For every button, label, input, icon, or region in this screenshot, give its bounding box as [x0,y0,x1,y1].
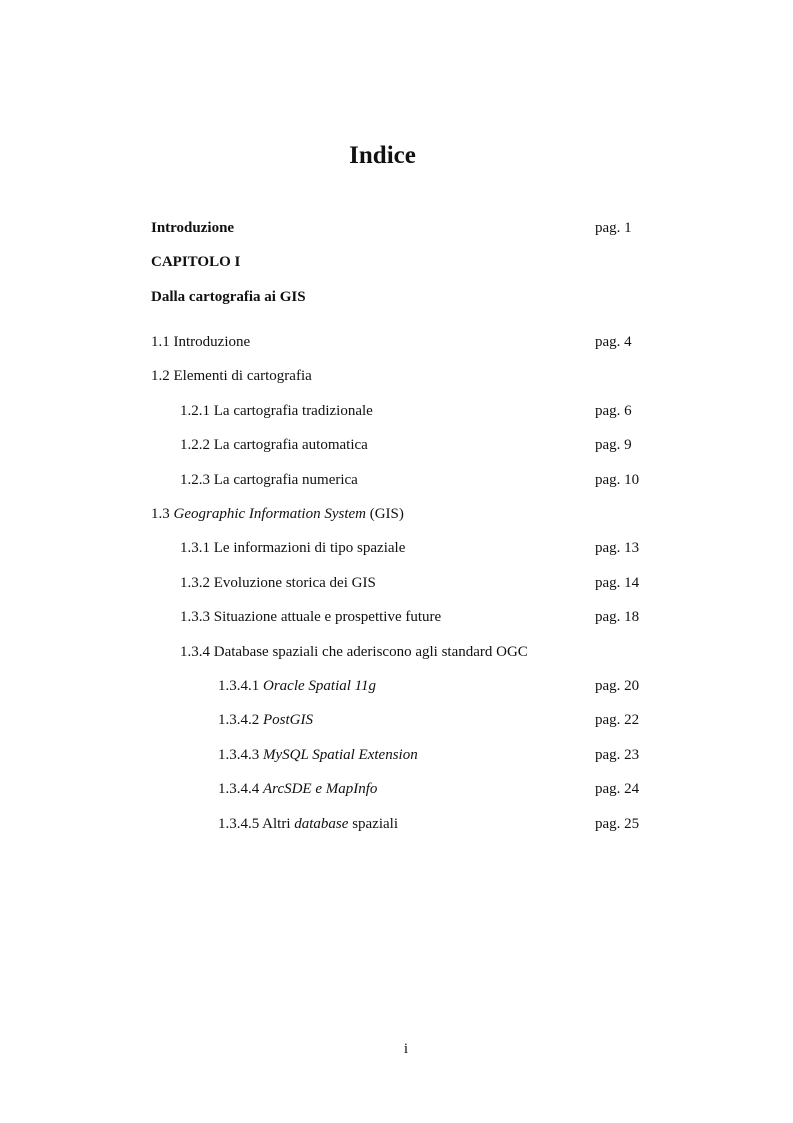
toc-entry-page: pag. 20 [595,678,640,694]
toc-entry-page: pag. 24 [595,781,640,797]
toc-entry-page: pag. 23 [595,747,640,763]
toc-entry-label [218,676,376,696]
toc-entry-label: 1.3.4 Database spaziali che aderiscono agli standard OGC [180,644,528,660]
toc-entry-1-2-3 [0,470,793,490]
toc-entry-page: pag. 1 [595,220,632,236]
toc-entry-label [218,814,398,834]
toc-entry-prefix: 1.3 [151,506,174,522]
toc-entry-page: pag. 25 [595,816,640,832]
toc-entry-prefix: 1.3.4.4 [218,781,263,797]
toc-entry-label [151,504,404,524]
toc-entry-label: Dalla cartografia ai GIS [151,289,306,305]
toc-entry-page: pag. 14 [595,575,640,591]
toc-entry-suffix: (GIS) [365,506,404,522]
toc-entry-1-3-4-4 [0,779,793,799]
toc-entry-1-2-2 [0,435,793,455]
toc-entry-1-2 [0,366,793,386]
toc-entry-label [218,710,313,730]
toc-entry-page: pag. 9 [595,437,632,453]
toc-entry-label: CAPITOLO I [151,254,241,270]
toc-entry-italic: database [294,816,349,832]
toc-entry-label: 1.2.3 La cartografia numerica [180,472,358,488]
toc-entry-prefix: 1.3.4.2 [218,712,263,728]
toc-entry-1-3-4-5 [0,814,793,834]
toc-entry-1-3-2 [0,573,793,593]
page-title: Indice [349,142,416,169]
toc-entry-page: pag. 18 [595,609,640,625]
toc-entry-label [218,779,377,799]
toc-entry-1-3-4 [0,642,793,662]
toc-entry-italic: ArcSDE e MapInfo [263,781,378,797]
toc-entry-1-3-3 [0,607,793,627]
toc-entry-label: 1.1 Introduzione [151,334,251,350]
toc-entry-label [218,745,418,765]
toc-entry-1-3-4-1 [0,676,793,696]
toc-entry-1-3-1 [0,538,793,558]
toc-entry-label: 1.2.1 La cartografia tradizionale [180,403,373,419]
toc-entry-page: pag. 13 [595,540,640,556]
toc-entry-prefix: 1.3.4.3 [218,747,263,763]
toc-entry-italic: MySQL Spatial Extension [263,747,418,763]
toc-entry-prefix: 1.3.4.5 Altri [218,816,295,832]
toc-entry-page: pag. 6 [595,403,632,419]
toc-entry-1-1 [0,332,793,352]
toc-chapter-heading [0,252,793,272]
toc-entry-label: Introduzione [151,220,235,236]
toc-entry-prefix: 1.3.4.1 [218,678,263,694]
toc-entry-suffix: spaziali [348,816,399,832]
toc-entry-italic: PostGIS [263,712,313,728]
toc-chapter-title [0,287,793,307]
toc-entry-italic: Geographic Information System [173,506,366,522]
page-number: i [403,1041,409,1057]
toc-entry-page: pag. 4 [595,334,632,350]
toc-entry-label: 1.2.2 La cartografia automatica [180,437,368,453]
toc-entry-introduzione [0,218,793,238]
toc-entry-1-3 [0,504,793,524]
toc-entry-page: pag. 22 [595,712,640,728]
toc-entry-1-2-1 [0,401,793,421]
toc-entry-label: 1.3.1 Le informazioni di tipo spaziale [180,540,406,556]
toc-entry-1-3-4-2 [0,710,793,730]
toc-entry-label: 1.3.2 Evoluzione storica dei GIS [180,575,376,591]
toc-entry-label: 1.2 Elementi di cartografia [151,368,312,384]
toc-entry-page: pag. 10 [595,472,640,488]
toc-entry-1-3-4-3 [0,745,793,765]
toc-entry-label: 1.3.3 Situazione attuale e prospettive future [180,609,442,625]
toc-entry-italic: Oracle Spatial 11g [263,678,377,694]
